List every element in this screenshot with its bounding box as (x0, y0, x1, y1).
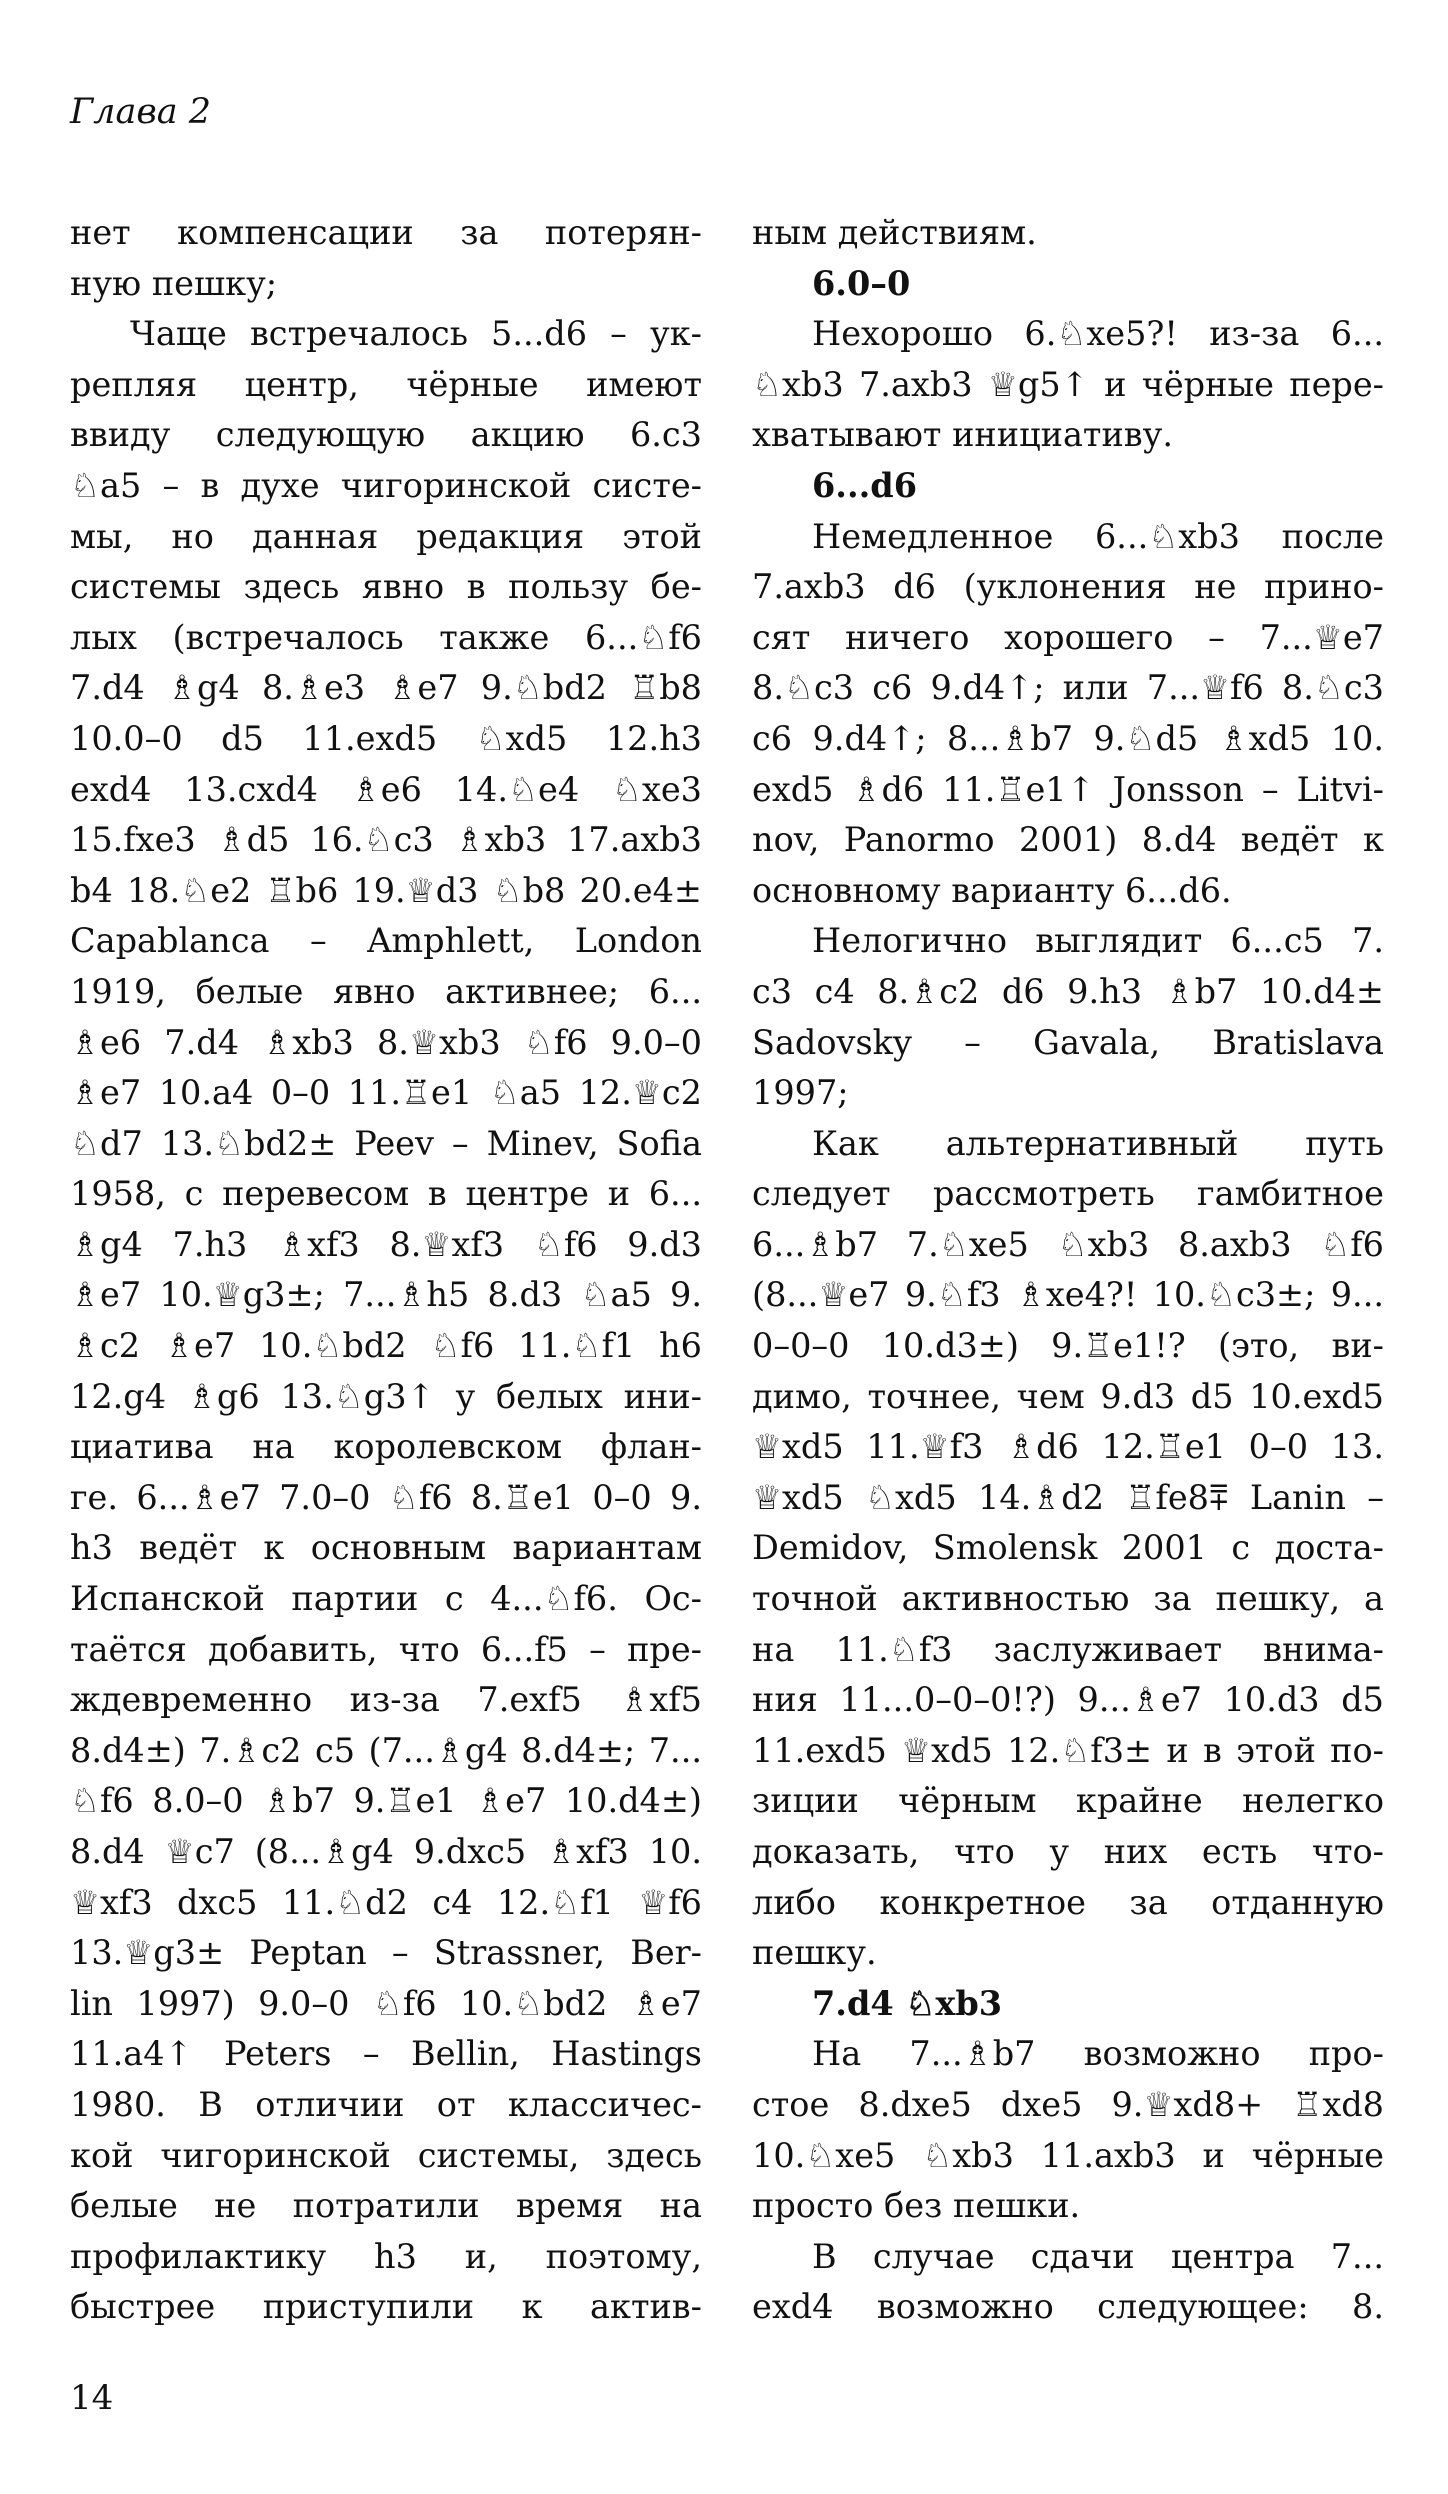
text-line: Sadovsky – Gavala, Bratislava (752, 1022, 1384, 1062)
text-line: exd4 возможно следующее: 8. (752, 2287, 1384, 2327)
text-line: 8.d4±) 7.♗c2 c5 (7...♗g4 8.d4±; 7... (70, 1730, 702, 1770)
text-line: точной активностью за пешку, а (752, 1579, 1384, 1619)
text-line: Нелогично выглядит 6...c5 7. (812, 921, 1384, 961)
text-line: ждевременно из-за 7.exf5 ♗xf5 (70, 1680, 702, 1720)
text-line: ♘f6 8.0–0 ♗b7 9.♖e1 ♗e7 10.d4±) (70, 1781, 702, 1821)
text-line: nov, Panormo 2001) 8.d4 ведёт к (752, 820, 1384, 860)
text-line: хватывают инициативу. (752, 415, 1174, 455)
text-line: ввиду следующую акцию 6.с3 (70, 415, 702, 455)
text-line: Немедленное 6...♘xb3 после (812, 516, 1384, 556)
text-line: Чаще встречалось 5...d6 – ук- (130, 314, 702, 354)
text-line: b4 18.♘e2 ♖b6 19.♕d3 ♘b8 20.e4± (70, 870, 702, 910)
text-line: нет компенсации за потерян- (70, 213, 702, 252)
text-line: 10.0–0 d5 11.exd5 ♘xd5 12.h3 (70, 718, 702, 758)
text-line: 1919, белые явно активнее; 6... (70, 971, 702, 1011)
text-line: ♕xf3 dxc5 11.♘d2 c4 12.♘f1 ♕f6 (70, 1882, 702, 1922)
move-heading: 7.d4 ♘xb3 (812, 1983, 1003, 2023)
text-line: Как альтернативный путь (812, 1123, 1384, 1163)
text-line: lin 1997) 9.0–0 ♘f6 10.♘bd2 ♗e7 (70, 1983, 702, 2023)
text-line: exd5 ♗d6 11.♖e1↑ Jonsson – Litvi- (752, 769, 1384, 809)
text-line: стое 8.dxe5 dxe5 9.♕xd8+ ♖xd8 (752, 2084, 1384, 2124)
text-line: Capablanca – Amphlett, London (70, 921, 702, 961)
text-line: следует рассмотреть гамбитное (752, 1174, 1384, 1214)
chapter-title: Глава 2 (70, 92, 211, 132)
text-line: 11.a4↑ Peters – Bellin, Hastings (70, 2034, 702, 2074)
text-line: 1958, с перевесом в центре и 6... (70, 1174, 702, 1214)
text-line: ге. 6...♗e7 7.0–0 ♘f6 8.♖e1 0–0 9. (70, 1477, 702, 1517)
text-line: циатива на королевском флан- (70, 1427, 702, 1467)
left-column (70, 208, 702, 2333)
text-line: (8...♕e7 9.♘f3 ♗xe4?! 10.♘c3±; 9... (752, 1275, 1384, 1315)
text-line: зиции чёрным крайне нелегко (752, 1781, 1384, 1821)
text-line: пешку. (752, 1933, 877, 1973)
text-line: лых (встречалось также 6...♘f6 (70, 617, 702, 657)
text-line: 8.d4 ♕c7 (8...♗g4 9.dxc5 ♗xf3 10. (70, 1832, 702, 1871)
text-line: репляя центр, чёрные имеют (70, 364, 702, 404)
text-line: ♘а5 – в духе чигоринской систе- (70, 465, 702, 505)
text-line: основному варианту 6...d6. (752, 870, 1232, 910)
text-line: Demidov, Smolensk 2001 с доста- (752, 1528, 1384, 1568)
text-line: 7.d4 ♗g4 8.♗e3 ♗e7 9.♘bd2 ♖b8 (70, 668, 702, 708)
text-line: ♕xd5 11.♕f3 ♗d6 12.♖e1 0–0 13. (752, 1427, 1384, 1467)
move-heading: 6...d6 (812, 465, 918, 505)
text-line: доказать, что у них есть что- (752, 1832, 1384, 1871)
text-line: 7.axb3 d6 (уклонения не прино- (752, 567, 1384, 607)
text-line: 6...♗b7 7.♘xe5 ♘xb3 8.axb3 ♘f6 (752, 1224, 1384, 1264)
text-line: В случае сдачи центра 7... (812, 2236, 1384, 2276)
text-line: 13.♕g3± Peptan – Strassner, Ber- (70, 1933, 702, 1973)
text-line: сят ничего хорошего – 7...♕e7 (752, 617, 1384, 657)
text-line: белые не потратили время на (70, 2186, 702, 2226)
text-line: либо конкретное за отданную (752, 1882, 1384, 1922)
text-line: На 7...♗b7 возможно про- (812, 2034, 1384, 2074)
text-line: кой чигоринской системы, здесь (70, 2135, 702, 2175)
text-line: мы, но данная редакция этой (70, 516, 702, 556)
text-line: c3 c4 8.♗c2 d6 9.h3 ♗b7 10.d4± (752, 971, 1384, 1011)
text-line: таётся добавить, что 6...f5 – пре- (70, 1629, 702, 1669)
text-line: ♗c2 ♗e7 10.♘bd2 ♘f6 11.♘f1 h6 (70, 1326, 702, 1366)
text-line: на 11.♘f3 заслуживает внима- (752, 1629, 1384, 1669)
text-line: ♕xd5 ♘xd5 14.♗d2 ♖fe8⩱ Lanin – (752, 1477, 1384, 1517)
text-line: Испанской партии с 4...♘f6. Ос- (70, 1579, 702, 1619)
text-line: Нехорошо 6.♘xe5?! из-за 6... (812, 314, 1384, 354)
text-line: ♗e7 10.♕g3±; 7...♗h5 8.d3 ♘a5 9. (70, 1275, 702, 1315)
text-line: димо, точнее, чем 9.d3 d5 10.exd5 (752, 1376, 1384, 1416)
text-line: системы здесь явно в пользу бе- (70, 567, 702, 607)
text-line: 12.g4 ♗g6 13.♘g3↑ у белых ини- (70, 1376, 702, 1416)
text-line: ным действиям. (752, 213, 1037, 252)
text-line: ♗g4 7.h3 ♗xf3 8.♕xf3 ♘f6 9.d3 (70, 1224, 702, 1264)
move-heading: 6.0–0 (812, 263, 911, 303)
page-number: 14 (70, 2378, 114, 2418)
text-line: ♘d7 13.♘bd2± Peev – Minev, Sofia (70, 1123, 702, 1163)
text-line: быстрее приступили к актив- (70, 2287, 702, 2327)
text-line: 8.♘c3 c6 9.d4↑; или 7...♕f6 8.♘c3 (752, 668, 1384, 708)
text-line: exd4 13.cxd4 ♗e6 14.♘e4 ♘xe3 (70, 769, 702, 809)
text-line: профилактику h3 и, поэтому, (70, 2236, 702, 2276)
text-line: 11.exd5 ♕xd5 12.♘f3± и в этой по- (752, 1730, 1384, 1770)
text-line: просто без пешки. (752, 2186, 1081, 2226)
text-line: ную пешку; (70, 263, 278, 303)
text-line: h3 ведёт к основным вариантам (70, 1528, 702, 1568)
text-line: ♗e7 10.a4 0–0 11.♖e1 ♘a5 12.♕c2 (70, 1073, 702, 1113)
text-line: c6 9.d4↑; 8...♗b7 9.♘d5 ♗xd5 10. (752, 718, 1384, 758)
text-line: 1980. В отличии от классичес- (70, 2084, 702, 2124)
text-line: 1997; (752, 1073, 849, 1113)
text-line: 10.♘xe5 ♘xb3 11.axb3 и чёрные (752, 2135, 1384, 2175)
text-line: ния 11...0–0–0!?) 9...♗e7 10.d3 d5 (752, 1680, 1384, 1720)
text-line: ♘xb3 7.axb3 ♕g5↑ и чёрные пере- (752, 364, 1384, 404)
right-column (752, 208, 1384, 2333)
text-line: ♗e6 7.d4 ♗xb3 8.♕xb3 ♘f6 9.0–0 (70, 1022, 702, 1062)
text-line: 15.fxe3 ♗d5 16.♘c3 ♗xb3 17.axb3 (70, 820, 702, 860)
text-line: 0–0–0 10.d3±) 9.♖e1!? (это, ви- (752, 1326, 1384, 1366)
